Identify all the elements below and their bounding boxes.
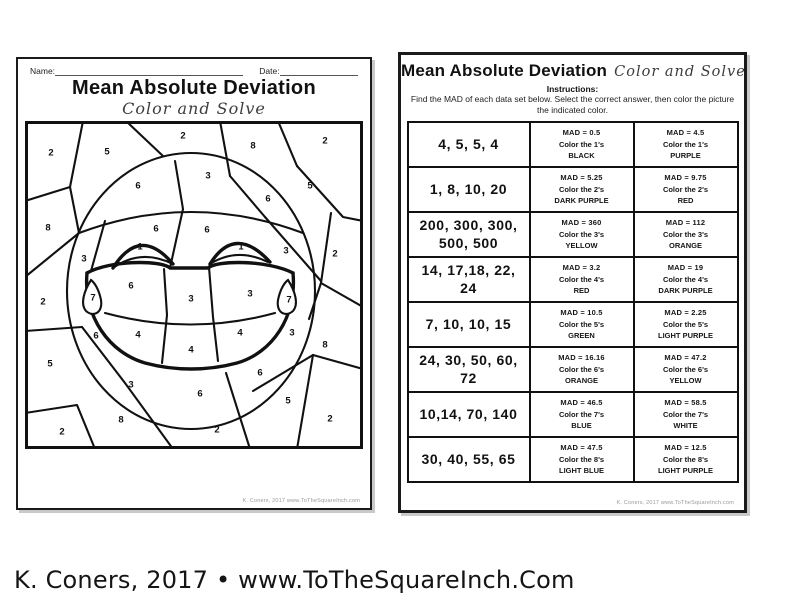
region-number: 1 — [238, 241, 244, 253]
pick-line: Color the 8's — [558, 454, 605, 464]
worksheet-subtitle: Color and Solve — [122, 99, 266, 118]
color-line: YELLOW — [669, 376, 702, 386]
pick-line: Color the 8's — [662, 454, 709, 464]
mad-line: MAD = 19 — [667, 263, 704, 273]
region-number: 6 — [257, 367, 263, 379]
answer-row — [408, 392, 738, 437]
mad-line: MAD = 16.16 — [558, 353, 605, 363]
mad-line: MAD = 9.75 — [664, 173, 707, 183]
answer-row — [408, 257, 738, 302]
mad-line: MAD = 4.5 — [666, 128, 705, 138]
answer-option-cell — [634, 347, 738, 392]
region-number: 3 — [283, 245, 289, 257]
color-line: LIGHT PURPLE — [657, 331, 713, 341]
answer-row — [408, 437, 738, 482]
mad-line: MAD = 360 — [561, 218, 602, 228]
answer-option-cell — [530, 392, 634, 437]
answer-option-cell — [634, 122, 738, 167]
mad-line: MAD = 2.25 — [664, 308, 707, 318]
answer-page-title-row — [401, 61, 744, 81]
answer-row — [408, 347, 738, 392]
answer-option-cell — [634, 167, 738, 212]
pick-line: Color the 6's — [662, 364, 709, 374]
color-line: LIGHT PURPLE — [657, 466, 713, 476]
region-number: 6 — [153, 223, 159, 235]
coloring-worksheet-page — [16, 57, 372, 510]
credit-caption: K. Coners, 2017 • www.ToTheSquareInch.Com — [14, 566, 575, 594]
data-set-cell: 200, 300, 300, 500, 500 — [408, 212, 530, 257]
color-line: DARK PURPLE — [554, 196, 609, 206]
mad-line: MAD = 0.5 — [562, 128, 601, 138]
data-set-cell: 14, 17,18, 22, 24 — [408, 257, 530, 302]
region-number: 8 — [250, 140, 256, 152]
mad-line: MAD = 5.25 — [560, 173, 603, 183]
color-line: RED — [677, 196, 694, 206]
region-number: 2 — [48, 147, 54, 159]
color-by-number-picture — [25, 121, 363, 449]
pick-line: Color the 7's — [662, 409, 709, 419]
answer-table-page — [398, 52, 747, 513]
data-set-cell: 1, 8, 10, 20 — [408, 167, 530, 212]
mad-line: MAD = 3.2 — [562, 263, 601, 273]
mad-line: MAD = 12.5 — [664, 443, 707, 453]
date-blank-line — [280, 66, 358, 76]
color-line: YELLOW — [565, 241, 598, 251]
region-number: 2 — [59, 426, 65, 438]
region-number: 3 — [188, 293, 194, 305]
answer-option-cell — [530, 257, 634, 302]
color-line: RED — [573, 286, 590, 296]
region-number: 6 — [265, 193, 271, 205]
color-line: GREEN — [568, 331, 595, 341]
page-footer-credit: K. Coners, 2017 www.ToTheSquareInch.com — [242, 498, 360, 504]
region-number: 5 — [307, 180, 313, 192]
answer-option-cell — [634, 302, 738, 347]
answer-option-cell — [530, 302, 634, 347]
color-line: ORANGE — [669, 241, 702, 251]
pick-line: Color the 4's — [558, 274, 605, 284]
pick-line: Color the 2's — [662, 184, 709, 194]
color-line: BLUE — [571, 421, 592, 431]
answer-option-cell — [530, 437, 634, 482]
color-line: LIGHT BLUE — [559, 466, 604, 476]
teeth-line — [105, 313, 275, 325]
region-number: 6 — [128, 280, 134, 292]
color-line: DARK PURPLE — [658, 286, 713, 296]
name-blank-line — [55, 66, 243, 76]
region-number: 8 — [322, 339, 328, 351]
color-line: BLACK — [568, 151, 595, 161]
region-number: 2 — [40, 296, 46, 308]
pick-line: Color the 3's — [662, 229, 709, 239]
region-number: 8 — [118, 414, 124, 426]
pick-line: Color the 3's — [558, 229, 605, 239]
region-number: 4 — [188, 344, 194, 356]
answer-page-title: Mean Absolute Deviation — [401, 61, 608, 80]
answer-row — [408, 167, 738, 212]
instructions-label: Instructions: — [546, 84, 599, 94]
pick-line: Color the 2's — [558, 184, 605, 194]
picture-frame — [27, 123, 362, 448]
region-number: 5 — [47, 358, 53, 370]
answer-page-subtitle: Color and Solve — [614, 64, 746, 80]
data-set-cell: 4, 5, 5, 4 — [408, 122, 530, 167]
region-number: 2 — [180, 130, 186, 142]
region-number: 7 — [90, 292, 96, 304]
pick-line: Color the 1's — [662, 139, 709, 149]
answer-option-cell — [530, 167, 634, 212]
mad-line: MAD = 10.5 — [560, 308, 603, 318]
region-number: 3 — [289, 327, 295, 339]
region-number: 6 — [197, 388, 203, 400]
region-number: 8 — [45, 222, 51, 234]
region-number: 6 — [204, 224, 210, 236]
answer-option-cell — [634, 437, 738, 482]
answer-option-cell — [634, 212, 738, 257]
region-number: 2 — [332, 248, 338, 260]
data-set-cell: 10,14, 70, 140 — [408, 392, 530, 437]
answer-option-cell — [530, 212, 634, 257]
worksheet-title: Mean Absolute Deviation — [72, 77, 316, 99]
region-number: 4 — [237, 327, 243, 339]
region-number: 6 — [93, 330, 99, 342]
answer-row — [408, 212, 738, 257]
pick-line: Color the 4's — [662, 274, 709, 284]
answer-option-cell — [634, 392, 738, 437]
mad-line: MAD = 47.2 — [664, 353, 707, 363]
region-number: 3 — [205, 170, 211, 182]
region-number: 5 — [285, 395, 291, 407]
region-number: 3 — [247, 288, 253, 300]
answer-row — [408, 302, 738, 347]
region-number: 2 — [214, 424, 220, 436]
face-outline — [67, 153, 315, 429]
region-partition-lines — [25, 121, 363, 449]
color-line: ORANGE — [565, 376, 598, 386]
mad-line: MAD = 112 — [665, 218, 706, 228]
answer-option-cell — [530, 122, 634, 167]
pick-line: Color the 5's — [662, 319, 709, 329]
data-set-cell: 30, 40, 55, 65 — [408, 437, 530, 482]
date-label: Date: — [259, 66, 280, 76]
mad-line: MAD = 46.5 — [560, 398, 603, 408]
color-line: PURPLE — [670, 151, 701, 161]
name-date-row — [18, 59, 370, 76]
region-number: 1 — [137, 241, 143, 253]
pick-line: Color the 5's — [558, 319, 605, 329]
color-line: WHITE — [673, 421, 698, 431]
data-set-cell: 7, 10, 10, 15 — [408, 302, 530, 347]
mad-line: MAD = 47.5 — [560, 443, 603, 453]
name-label: Name: — [30, 66, 56, 76]
answer-row — [408, 122, 738, 167]
mad-answers-table — [407, 121, 739, 483]
instructions-text: Find the MAD of each data set below. Select the correct answer, then color the picture the indicated color. — [410, 94, 735, 116]
region-number: 7 — [286, 294, 292, 306]
answer-option-cell — [634, 257, 738, 302]
pick-line: Color the 7's — [558, 409, 605, 419]
region-number: 3 — [128, 379, 134, 391]
data-set-cell: 24, 30, 50, 60, 72 — [408, 347, 530, 392]
region-number: 5 — [104, 146, 110, 158]
region-number: 2 — [322, 135, 328, 147]
region-number: 6 — [135, 180, 141, 192]
pick-line: Color the 6's — [558, 364, 605, 374]
page-footer-credit: K. Coners, 2017 www.ToTheSquareInch.com — [616, 500, 734, 506]
answer-option-cell — [530, 347, 634, 392]
mad-line: MAD = 58.5 — [664, 398, 707, 408]
region-number: 2 — [327, 413, 333, 425]
pick-line: Color the 1's — [558, 139, 605, 149]
region-number: 4 — [135, 329, 141, 341]
region-number: 3 — [81, 253, 87, 265]
